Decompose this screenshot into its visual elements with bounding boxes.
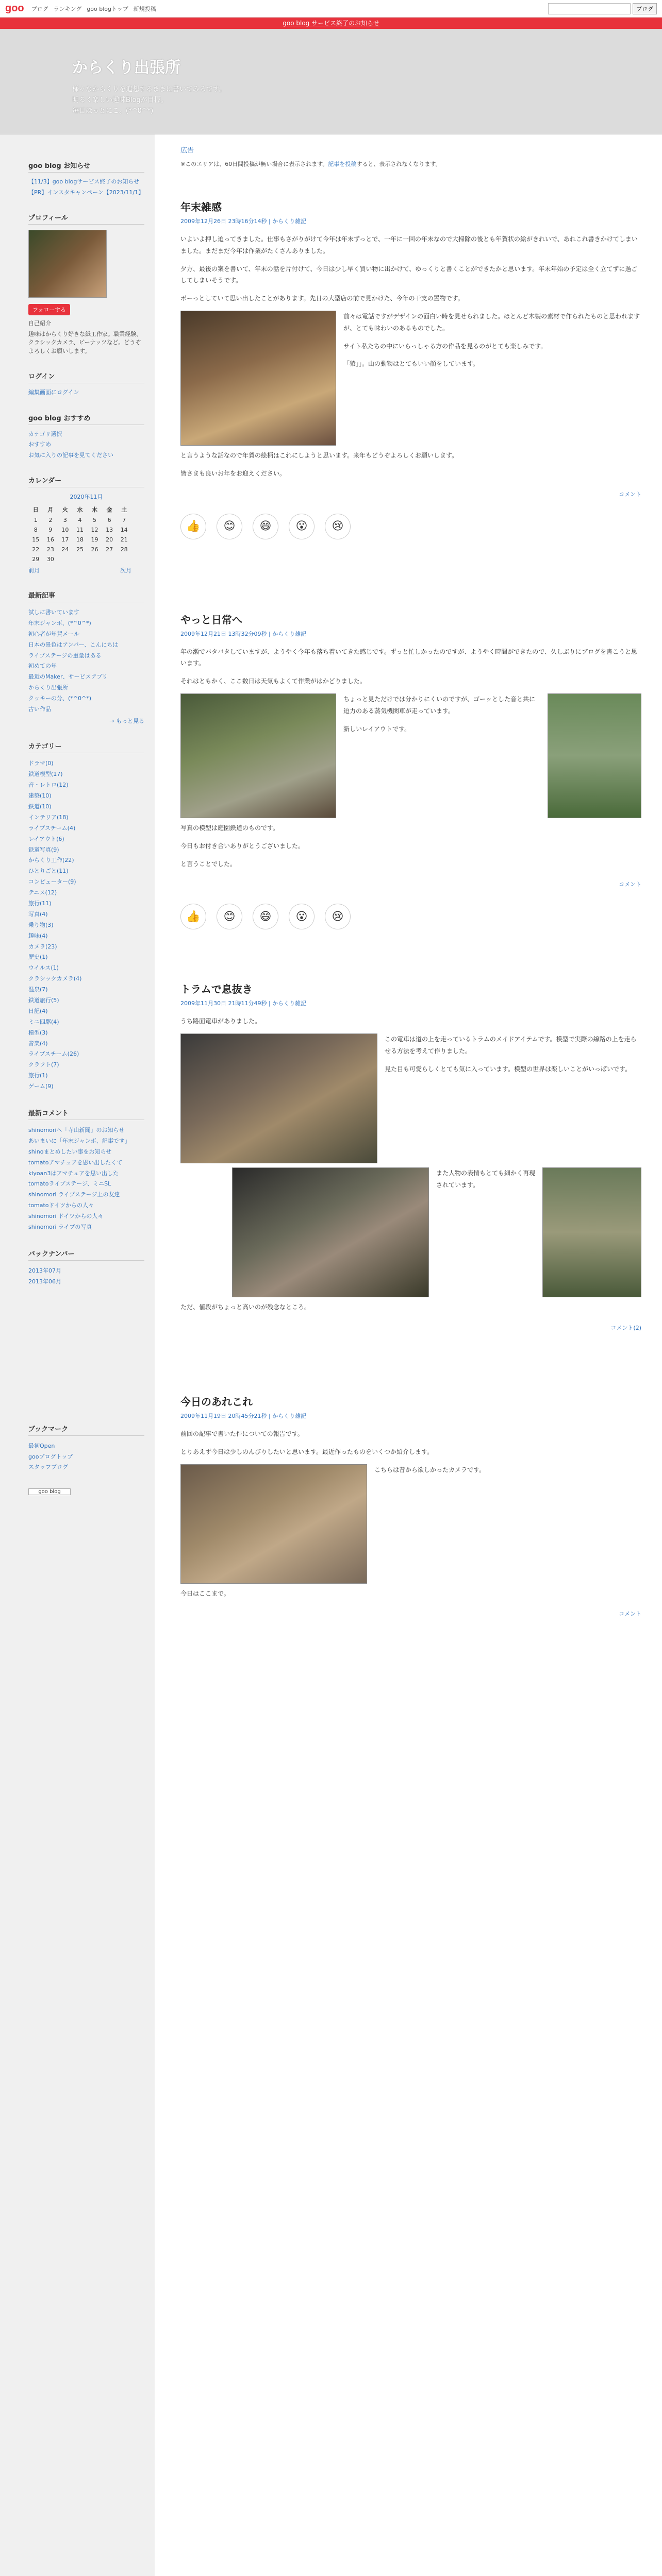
post-paragraph: サイト私たちの中にいらっしゃる方の作品を見るのがとても楽しみです。	[343, 342, 547, 350]
category-link[interactable]: 鉄道写真(9)	[28, 846, 59, 853]
calendar-heading: カレンダー	[28, 473, 144, 487]
blog-description-line: 様々なからくりを追想するままに書いてみるです。	[72, 86, 226, 93]
reactions	[180, 514, 641, 539]
backnumber-heading: バックナンバー	[28, 1246, 144, 1261]
calendar-week-row	[28, 535, 131, 545]
calendar-day[interactable]: 29	[32, 556, 40, 563]
calendar-week-row	[28, 554, 131, 564]
category-link[interactable]: カメラ(23)	[28, 943, 57, 950]
comment-link[interactable]: shinomoriへ「寺山新聞」のお知らせ	[28, 1127, 125, 1134]
calendar-day[interactable]	[117, 554, 131, 564]
comment-link[interactable]: tomatoライブステージ、ミニSL	[28, 1180, 111, 1188]
calendar-day[interactable]: 18	[76, 536, 84, 543]
category-link[interactable]: テニス(12)	[28, 889, 57, 896]
backnumber-link[interactable]: 2013年07月	[28, 1267, 61, 1274]
calendar-day[interactable]: 16	[46, 536, 54, 543]
blog-description-line: 明るく楽しい趣味Blogが目標。	[72, 96, 168, 104]
calendar-day[interactable]: 1	[34, 517, 38, 523]
recent-more-link[interactable]: → もっと見る	[109, 717, 144, 724]
notice-item[interactable]: 【11/3】goo blogサービス終了のお知らせ	[28, 178, 140, 185]
category-link[interactable]: ライブスチーム(26)	[28, 1050, 79, 1058]
recent-post-link[interactable]: 最近のMaker、サービスアプリ	[28, 673, 108, 681]
calendar-nav	[28, 566, 131, 574]
category-link[interactable]: 温泉(7)	[28, 986, 48, 993]
post-paragraph: ボーっとしていて思い出したことがあります。先日の大型店の前で見かけた、今年の干支の置物です。	[180, 295, 464, 302]
post-paragraph: 年の瀬でバタバタしていますが、ようやく今年も落ち着いてきた感じです。ずっと忙しかったのですが、ようやく時間ができたので、久しぶりにブログを書こうと思います。	[180, 648, 637, 667]
recent-heading: 最新記事	[28, 588, 144, 602]
calendar-week-row	[28, 525, 131, 535]
blog-header	[0, 29, 662, 134]
category-link[interactable]: 写真(4)	[28, 910, 48, 918]
post-photo[interactable]	[180, 311, 336, 446]
blog-description-line: 毎日ほっとにこ。(*^0^*)	[72, 107, 154, 115]
reaction-smile-icon[interactable]: 😊	[217, 904, 242, 929]
calendar-day[interactable]: 19	[91, 536, 98, 543]
ad-label: 広告	[180, 147, 194, 155]
backnumber-list	[28, 1266, 144, 1287]
calendar-day[interactable]: 23	[46, 546, 54, 553]
goo-blog-badge[interactable]: goo blog	[28, 1488, 71, 1495]
ad-note	[180, 160, 641, 168]
post-paragraph: 夕方、最後の案を書いて、年末の話を片付けて、今日は少し早く買い物に出かけて、ゆっくりと書くことができたかと思います。年末年始の予定は全く立てずに過ごしてしまいそうです。	[180, 265, 638, 284]
calendar-day[interactable]: 26	[91, 546, 98, 553]
category-link[interactable]: 模型(3)	[28, 1029, 48, 1036]
calendar-body	[28, 515, 131, 564]
post-paragraph: 今日もお付き合いありがとうございました。	[180, 842, 305, 850]
recent-post-link[interactable]: からくり出張所	[28, 684, 68, 691]
category-list	[28, 758, 144, 1092]
comment-link[interactable]: tomatoドイツからの人々	[28, 1202, 94, 1209]
category-link[interactable]: 乗り物(3)	[28, 921, 54, 928]
calendar-day[interactable]: 22	[32, 546, 40, 553]
post-paragraph: 新しいレイアウトです。	[343, 725, 411, 733]
bookmark-link[interactable]: 最初Open	[28, 1442, 55, 1449]
category-link[interactable]: 旅行(11)	[28, 900, 52, 907]
goo-logo[interactable]: goo	[5, 3, 24, 14]
calendar-day[interactable]: 14	[120, 527, 128, 533]
profile-image[interactable]	[28, 230, 107, 298]
calendar-day[interactable]: 28	[120, 546, 128, 553]
recent-post-link[interactable]: 試しに書いています	[28, 609, 79, 616]
recent-post-link[interactable]: 年末ジャンボ、(*^0^*)	[28, 619, 91, 626]
calendar	[28, 504, 131, 564]
category-link[interactable]: ライブスチーム(4)	[28, 824, 76, 832]
calendar-day[interactable]: 27	[106, 546, 113, 553]
calendar-day[interactable]: 3	[63, 517, 67, 523]
calendar-day[interactable]	[73, 554, 88, 564]
calendar-day[interactable]: 21	[120, 536, 128, 543]
post-paragraph: 見た目も可愛らしくとても気に入っています。模型の世界は楽しいことがいっぱいです。	[385, 1065, 632, 1073]
calendar-day-label: 土	[121, 506, 127, 513]
post-paragraph: 今日はここまで。	[180, 1589, 230, 1597]
top-bar	[0, 0, 662, 18]
recent-post-link[interactable]: クッキーの分、(*^0^*)	[28, 695, 92, 702]
bookmark-list	[28, 1441, 144, 1473]
recent-post-link[interactable]: 古い作品	[28, 706, 51, 713]
reaction-thumbs-up-icon[interactable]: 👍	[180, 904, 206, 929]
post-paragraph: また人物の表情もとても細かく再現されています。	[436, 1170, 536, 1189]
post-paragraph: 皆さまも良いお年をお迎えください。	[180, 469, 286, 477]
post-title[interactable]: 年末雑感	[180, 201, 222, 213]
calendar-week-row	[28, 545, 131, 554]
comment-link[interactable]: tomatoアマチュアを思い出したくて	[28, 1159, 123, 1166]
category-link[interactable]: 鉄道(10)	[28, 803, 52, 810]
calendar-next-link[interactable]: 次月	[120, 567, 131, 574]
category-heading: カテゴリー	[28, 739, 144, 753]
category-link[interactable]: 音・レトロ(12)	[28, 782, 69, 789]
ad-post-link[interactable]: 記事を投稿	[328, 161, 357, 167]
recommend-item[interactable]: おすすめ	[28, 441, 52, 448]
notice-heading: goo blog お知らせ	[28, 158, 144, 173]
calendar-prev-link[interactable]: 前月	[28, 567, 40, 574]
reaction-thumbs-up-icon[interactable]: 👍	[180, 514, 206, 539]
top-link-blog[interactable]: ブログ	[31, 5, 48, 12]
post-title[interactable]: 今日のあれこれ	[180, 1395, 253, 1408]
recommend-heading: goo blog おすすめ	[28, 411, 144, 425]
reaction-surprise-icon[interactable]: 😮	[289, 904, 315, 929]
category-link[interactable]: クラシックカメラ(4)	[28, 975, 82, 982]
content-wrap	[0, 134, 662, 2576]
calendar-day[interactable]: 17	[61, 536, 69, 543]
calendar-header-row	[28, 504, 131, 515]
category-link[interactable]: ゲーム(9)	[28, 1083, 54, 1090]
calendar-day-label: 木	[92, 506, 98, 513]
recent-post-link[interactable]: 初めての年	[28, 663, 57, 670]
category-link[interactable]: ウイルス(1)	[28, 964, 59, 972]
post-title[interactable]: やっと日常へ	[180, 613, 242, 626]
comment-link[interactable]: shinomori ライブステージ上の友達	[28, 1191, 120, 1198]
search-input[interactable]	[548, 3, 631, 14]
bookmark-link[interactable]: スタッフブログ	[28, 1464, 68, 1471]
calendar-day-label: 日	[32, 506, 39, 513]
post-date[interactable]: 2009年11月30日 21時11分49秒 | からくり雑記	[180, 1000, 307, 1007]
calendar-day[interactable]: 4	[78, 517, 82, 523]
comment-link[interactable]: あいまいに「年末ジャンボ、記事です」	[28, 1137, 130, 1144]
profile-name: 自己紹介	[28, 320, 51, 327]
search-button[interactable]: ブログ	[633, 3, 657, 14]
calendar-day[interactable]: 2	[48, 517, 53, 523]
post-paragraph: とりあえず今日は少しのんびりしたいと思います。最近作ったものをいくつか紹介します。	[180, 1448, 434, 1455]
category-link[interactable]: 音楽(4)	[28, 1040, 48, 1047]
post-paragraph: 前々は電話ですがデザインの面白い時を見せられました。ほとんど木製の素材で作られたものと思われますが、とても味わいのあるものでした。	[343, 312, 640, 332]
blog-description	[72, 84, 662, 116]
comment-link[interactable]: shinomori ライブの写真	[28, 1224, 92, 1231]
post-photo[interactable]	[180, 1464, 367, 1584]
blog-post	[180, 981, 641, 1332]
recommend-item[interactable]: カテゴリ選択	[28, 430, 62, 437]
bookmark-heading: ブックマーク	[28, 1421, 144, 1436]
blog-post	[180, 199, 641, 539]
top-link-new-post[interactable]: 新規投稿	[133, 5, 156, 12]
category-link[interactable]: ひとりごと(11)	[28, 868, 69, 875]
post-comment-link[interactable]: コメント	[619, 490, 641, 498]
comment-link[interactable]: shinomori ドイツからの人々	[28, 1213, 104, 1220]
post-photo[interactable]	[180, 1033, 377, 1163]
top-link-goo-blog-top[interactable]: goo blogトップ	[87, 5, 128, 12]
service-notice-link[interactable]: goo blog サービス終了のお知らせ	[283, 20, 379, 27]
post-paragraph: ちょっと見ただけでは分かりにくいのですが、ゴーッとした音と共に迫力のある蒸気機関車が走っています。	[343, 695, 536, 715]
calendar-day[interactable]	[87, 554, 102, 564]
ad-note-tail: すると、表示されなくなります。	[356, 161, 441, 167]
post-paragraph: と言うことでした。	[180, 860, 237, 868]
category-link[interactable]: ミニ四駆(4)	[28, 1018, 59, 1025]
calendar-day-label: 金	[106, 506, 112, 513]
reaction-laugh-icon[interactable]: 😄	[253, 904, 278, 929]
post-paragraph: この電車は道の上を走っているトラムのメイドアイテムです。模型で実際の線路の上を走らせる方法を考えて作りました。	[385, 1036, 637, 1055]
post-paragraph: 写真の模型は庭園鉄道のものです。	[180, 824, 279, 832]
blog-title[interactable]: からくり出張所	[72, 59, 180, 77]
calendar-day[interactable]: 9	[48, 527, 53, 533]
post-paragraph: いよいよ押し迫ってきました。仕事もさがりがけて今年は年末ずっとで、一年に一回の年末なので大掃除の後とも年賀状の絵がきれいで、あれこれ書きかけてしまいました。まだまだ今年は作業がたくさんありました。	[180, 235, 638, 255]
main-content	[155, 134, 662, 2576]
calendar-day[interactable]: 10	[61, 527, 69, 533]
calendar-day[interactable]	[102, 554, 117, 564]
category-link[interactable]: 歴史(1)	[28, 954, 48, 961]
category-link[interactable]: 建築(10)	[28, 792, 52, 800]
profile-text: 趣味はからくり好きな紙工作家。職業経験、クラシックカメラ、ピーナッツなど。どうぞよろしくお願いします。	[28, 330, 142, 354]
post-date[interactable]: 2009年12月21日 13時32分09秒 | からくり雑記	[180, 630, 307, 637]
post-photo[interactable]	[542, 1167, 641, 1297]
reaction-sad-icon[interactable]: 😢	[325, 904, 351, 929]
category-link[interactable]: インテリア(18)	[28, 814, 69, 821]
post-paragraph: 前回の記事で書いた件についての報告です。	[180, 1430, 304, 1437]
calendar-day[interactable]	[58, 554, 73, 564]
category-link[interactable]: 旅行(1)	[28, 1072, 48, 1079]
bookmark-link[interactable]: gooブログトップ	[28, 1453, 73, 1460]
category-link[interactable]: クラフト(7)	[28, 1061, 59, 1069]
login-link[interactable]: 編集画面にログイン	[28, 389, 79, 396]
post-comment-link[interactable]: コメント	[619, 1611, 641, 1618]
backnumber-link[interactable]: 2013年06月	[28, 1278, 61, 1285]
reaction-laugh-icon[interactable]: 😄	[253, 514, 278, 539]
calendar-day-label: 火	[62, 506, 68, 513]
category-link[interactable]: ドラマ(0)	[28, 760, 54, 767]
search-box	[548, 3, 657, 14]
sidebar	[0, 134, 155, 2576]
reaction-smile-icon[interactable]: 😊	[217, 514, 242, 539]
profile-heading: プロフィール	[28, 210, 144, 225]
post-paragraph: と言うような話なので年賀の絵柄はこれにしようと思います。来年もどうぞよろしくお願いします。	[180, 451, 458, 459]
post-photo[interactable]	[548, 693, 641, 818]
calendar-day[interactable]: 13	[106, 527, 113, 533]
ad-note-text: ※このエリアは、60日間投稿が無い場合に表示されます。	[180, 161, 328, 167]
calendar-day[interactable]: 8	[34, 527, 38, 533]
post-photo[interactable]	[232, 1167, 429, 1297]
reaction-sad-icon[interactable]: 😢	[325, 514, 351, 539]
category-link[interactable]: 趣味(4)	[28, 932, 48, 939]
calendar-day[interactable]: 12	[91, 527, 98, 533]
recommend-note[interactable]: お気に入りの記事を見てください	[28, 451, 113, 459]
recent-post-link[interactable]: 初心者が年賀メール	[28, 630, 79, 637]
category-link[interactable]: コンピューター(9)	[28, 878, 76, 886]
recent-list	[28, 607, 144, 715]
post-paragraph: こちらは昔から欲しかったカメラです。	[374, 1466, 486, 1473]
post-paragraph: ただ、値段がちょっと高いのが残念なところ。	[180, 1303, 311, 1311]
calendar-day[interactable]: 7	[122, 517, 126, 523]
blog-post	[180, 612, 641, 930]
calendar-title: 2020年11月	[70, 494, 103, 500]
calendar-day[interactable]: 5	[93, 517, 97, 523]
comment-list	[28, 1125, 144, 1233]
top-link-ranking[interactable]: ランキング	[53, 5, 82, 12]
notice-item[interactable]: 【PR】インスタキャンペーン【2023/11/1】	[28, 189, 144, 196]
category-link[interactable]: 鉄道模型(17)	[28, 771, 63, 778]
calendar-day[interactable]: 24	[61, 546, 69, 553]
category-link[interactable]: からくり工作(22)	[28, 857, 74, 864]
calendar-day[interactable]: 20	[106, 536, 113, 543]
calendar-day[interactable]: 25	[76, 546, 84, 553]
reactions	[180, 904, 641, 929]
post-title[interactable]: トラムで息抜き	[180, 983, 253, 996]
calendar-week-row	[28, 515, 131, 525]
category-link[interactable]: 鉄道旅行(5)	[28, 997, 59, 1004]
post-comment-link[interactable]: コメント	[619, 881, 641, 888]
service-notice-bar	[0, 18, 662, 29]
comments-heading: 最新コメント	[28, 1106, 144, 1120]
login-heading: ログイン	[28, 369, 144, 383]
recent-post-link[interactable]: 日本の景色はアンバー、こんにちは	[28, 641, 119, 648]
post-photo[interactable]	[180, 693, 336, 818]
calendar-day-label: 水	[77, 506, 83, 513]
category-link[interactable]: レイアウト(6)	[28, 835, 64, 842]
comment-link[interactable]: shinoまとめしたい事をお知らせ	[28, 1148, 112, 1155]
calendar-day[interactable]: 11	[76, 527, 84, 533]
post-date[interactable]: 2009年12月26日 23時16分14秒 | からくり雑記	[180, 218, 307, 225]
post-comment-link[interactable]: コメント(2)	[610, 1324, 641, 1331]
comment-link[interactable]: kiyoan3はアマチュアを思い出した	[28, 1170, 119, 1177]
calendar-day[interactable]: 30	[46, 556, 54, 563]
category-link[interactable]: 日記(4)	[28, 1007, 48, 1014]
calendar-day[interactable]: 6	[107, 517, 111, 523]
follow-button[interactable]: フォローする	[28, 304, 70, 315]
post-paragraph: うち路面電車がありました。	[180, 1018, 261, 1025]
post-paragraph: それはともかく、ここ数日は天気もよくて作業がはかどりました。	[180, 677, 366, 685]
calendar-day[interactable]: 15	[32, 536, 40, 543]
recent-post-link[interactable]: ライブステージの重量はある	[28, 652, 102, 659]
post-date[interactable]: 2009年11月19日 20時45分21秒 | からくり雑記	[180, 1412, 307, 1419]
calendar-day-label: 月	[47, 506, 54, 513]
post-paragraph: 「猿」」。山の動物はとてもいい顔をしています。	[343, 360, 479, 368]
blog-post	[180, 1394, 641, 1618]
reaction-surprise-icon[interactable]: 😮	[289, 514, 315, 539]
